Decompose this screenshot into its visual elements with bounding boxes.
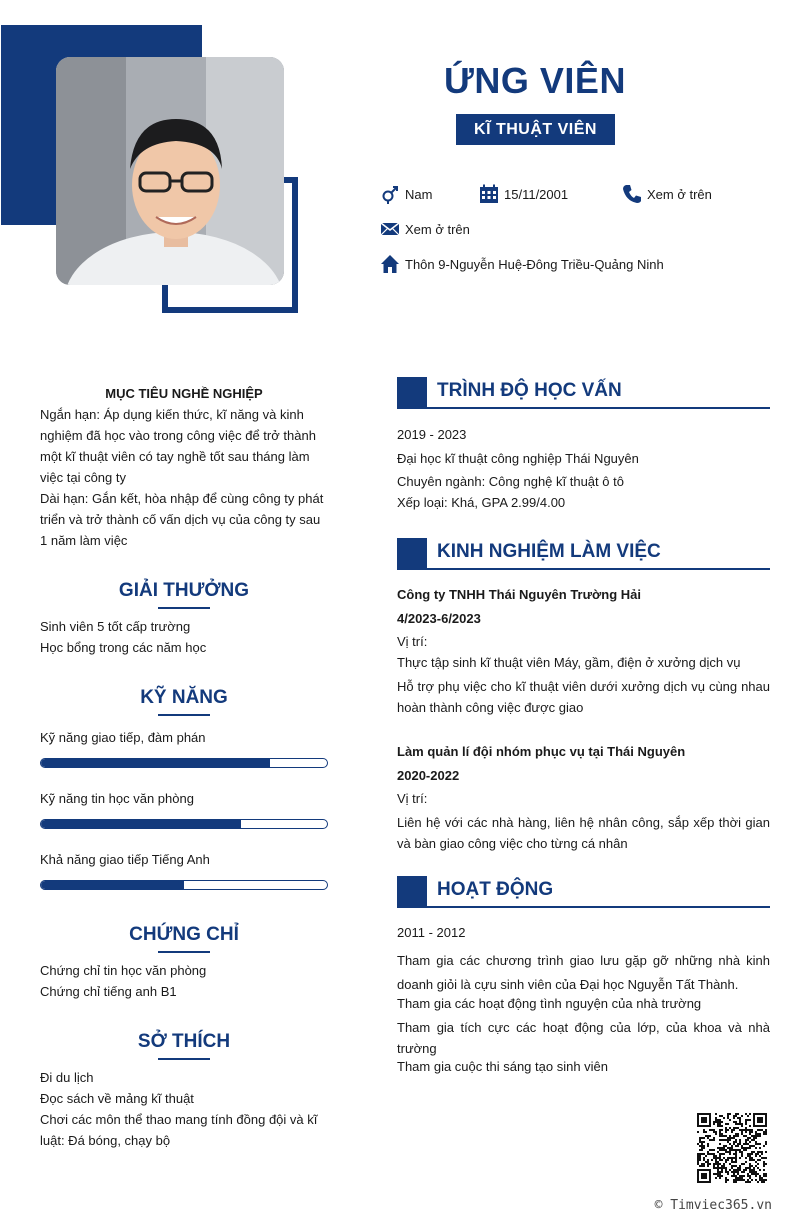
footer-brand: © Timviec365.vn	[654, 1198, 772, 1213]
certificates-title: CHỨNG CHỈ	[129, 924, 239, 945]
education-period: 2019 - 2023	[397, 427, 467, 442]
objective-line: nghiệm đã học vào trong công việc để trở thành	[40, 428, 316, 443]
hobby-line: Chơi các môn thể thao mang tính đồng đội và kĩ	[40, 1112, 318, 1127]
certificate-item: Chứng chỉ tin học văn phòng	[40, 963, 207, 978]
home-icon	[380, 254, 400, 274]
hobby-line: Đọc sách về mảng kĩ thuật	[40, 1091, 194, 1106]
job-period: 4/2023-6/2023	[397, 611, 481, 626]
awards-title: GIẢI THƯỞNG	[118, 580, 250, 601]
education-header	[397, 377, 770, 409]
activity-item: Tham gia các chương trình giao lưu gặp gỡ những nhà kinh doanh giỏi là cựu sinh viên của Đại học Nguyễn Tất Thành.	[397, 953, 770, 992]
address-info	[380, 254, 664, 274]
hobby-line: Đi du lịch	[40, 1070, 94, 1085]
activity-item: Tham gia cuộc thi sáng tạo sinh viên	[397, 1059, 609, 1074]
skill-bar	[40, 880, 328, 890]
education-grade: Xếp loại: Khá, GPA 2.99/4.00	[397, 495, 566, 510]
skills-underline	[158, 714, 210, 716]
birthday-value: 15/11/2001	[504, 186, 569, 202]
birthday-info	[479, 184, 568, 204]
objective-title: MỤC TIÊU NGHỀ NGHIỆP	[105, 386, 263, 401]
qr-code	[697, 1113, 767, 1183]
education-major: Chuyên ngành: Công nghệ kĩ thuật ô tô	[397, 474, 624, 489]
job-description: Liên hệ với các nhà hàng, liên hệ nhân công, sắp xếp thời gian và bàn giao công việc cho từng cá nhân	[397, 815, 770, 851]
section-square-marker	[397, 377, 427, 408]
skill-bar	[40, 819, 328, 829]
phone-info	[622, 184, 712, 204]
job-role-label: Vị trí:	[397, 634, 428, 649]
phone-icon	[622, 184, 642, 204]
hobby-line: luật: Đá bóng, chạy bộ	[40, 1133, 171, 1148]
gender-icon	[380, 184, 400, 204]
section-square-marker	[397, 538, 427, 569]
activities-period: 2011 - 2012	[397, 925, 466, 940]
job-company: Làm quản lí đội nhóm phục vụ tại Thái Nguyên	[397, 744, 686, 759]
job-role-label: Vị trí:	[397, 791, 428, 806]
certificates-list	[40, 960, 328, 1002]
hobbies-title: SỞ THÍCH	[137, 1031, 231, 1052]
job-title-badge: KĨ THUẬT VIÊN	[456, 114, 615, 145]
section-square-marker	[397, 876, 427, 907]
gender-info	[380, 184, 432, 204]
certificate-item: Chứng chỉ tiếng anh B1	[40, 984, 177, 999]
activities-header	[397, 876, 770, 908]
objective-line: một kĩ thuật viên có tay nghề tốt sau tháng làm	[40, 449, 310, 464]
skill-bar-fill	[41, 881, 184, 889]
envelope-icon	[380, 219, 400, 239]
activities-title: HOẠT ĐỘNG	[437, 879, 554, 900]
objective-text	[40, 404, 328, 551]
job-description: Thực tập sinh kĩ thuật viên Máy, gầm, điện ở xưởng dịch vụ	[397, 655, 741, 670]
job-description: Hỗ trợ phụ việc cho kĩ thuật viên dưới xưởng dịch vụ cùng nhau hoàn thành công việc được giao	[397, 679, 770, 715]
job-period: 2020-2022	[397, 768, 460, 783]
activity-item: Tham gia các hoạt động tình nguyện của nhà trường	[397, 996, 702, 1011]
avatar	[56, 57, 284, 285]
awards-underline	[158, 607, 210, 609]
candidate-name: ỨNG VIÊN	[444, 60, 626, 101]
award-item: Sinh viên 5 tốt cấp trường	[40, 619, 191, 634]
objective-line: Dài hạn: Gắn kết, hòa nhập để cùng công ty phát	[40, 491, 324, 506]
skill-label: Kỹ năng tin học văn phòng	[40, 791, 194, 806]
skill-label: Kỹ năng giao tiếp, đàm phán	[40, 730, 206, 745]
skills-title: KỸ NĂNG	[140, 687, 228, 708]
experience-title: KINH NGHIỆM LÀM VIỆC	[437, 541, 661, 562]
hobbies-list	[40, 1067, 328, 1151]
email-info	[380, 219, 470, 239]
skill-label: Khả năng giao tiếp Tiếng Anh	[40, 852, 210, 867]
job-company: Công ty TNHH Thái Nguyên Trường Hải	[397, 587, 641, 602]
objective-line: việc tại công ty	[40, 470, 126, 485]
skill-bar-fill	[41, 759, 270, 767]
activity-item: Tham gia tích cực các hoạt động của lớp, của khoa và nhà trường	[397, 1020, 770, 1056]
objective-line: 1 năm làm việc	[40, 533, 128, 548]
hobbies-underline	[158, 1058, 210, 1060]
objective-line: Ngắn hạn: Áp dụng kiến thức, kĩ năng và kinh	[40, 407, 304, 422]
education-school: Đại học kĩ thuật công nghiệp Thái Nguyên	[397, 451, 639, 466]
award-item: Học bổng trong các năm học	[40, 640, 207, 655]
awards-list	[40, 616, 328, 658]
avatar-portrait	[56, 57, 284, 285]
calendar-icon	[479, 184, 499, 204]
email-value: Xem ở trên	[405, 221, 470, 237]
skill-bar	[40, 758, 328, 768]
certificates-underline	[158, 951, 210, 953]
education-title: TRÌNH ĐỘ HỌC VẤN	[437, 380, 622, 401]
experience-header	[397, 538, 770, 570]
skill-bar-fill	[41, 820, 241, 828]
objective-line: triển và trở thành cố vấn dịch vụ của công ty sau	[40, 512, 321, 527]
phone-value: Xem ở trên	[647, 186, 712, 202]
gender-value: Nam	[405, 186, 433, 202]
address-value: Thôn 9-Nguyễn Huệ-Đông Triều-Quảng Ninh	[405, 256, 664, 272]
